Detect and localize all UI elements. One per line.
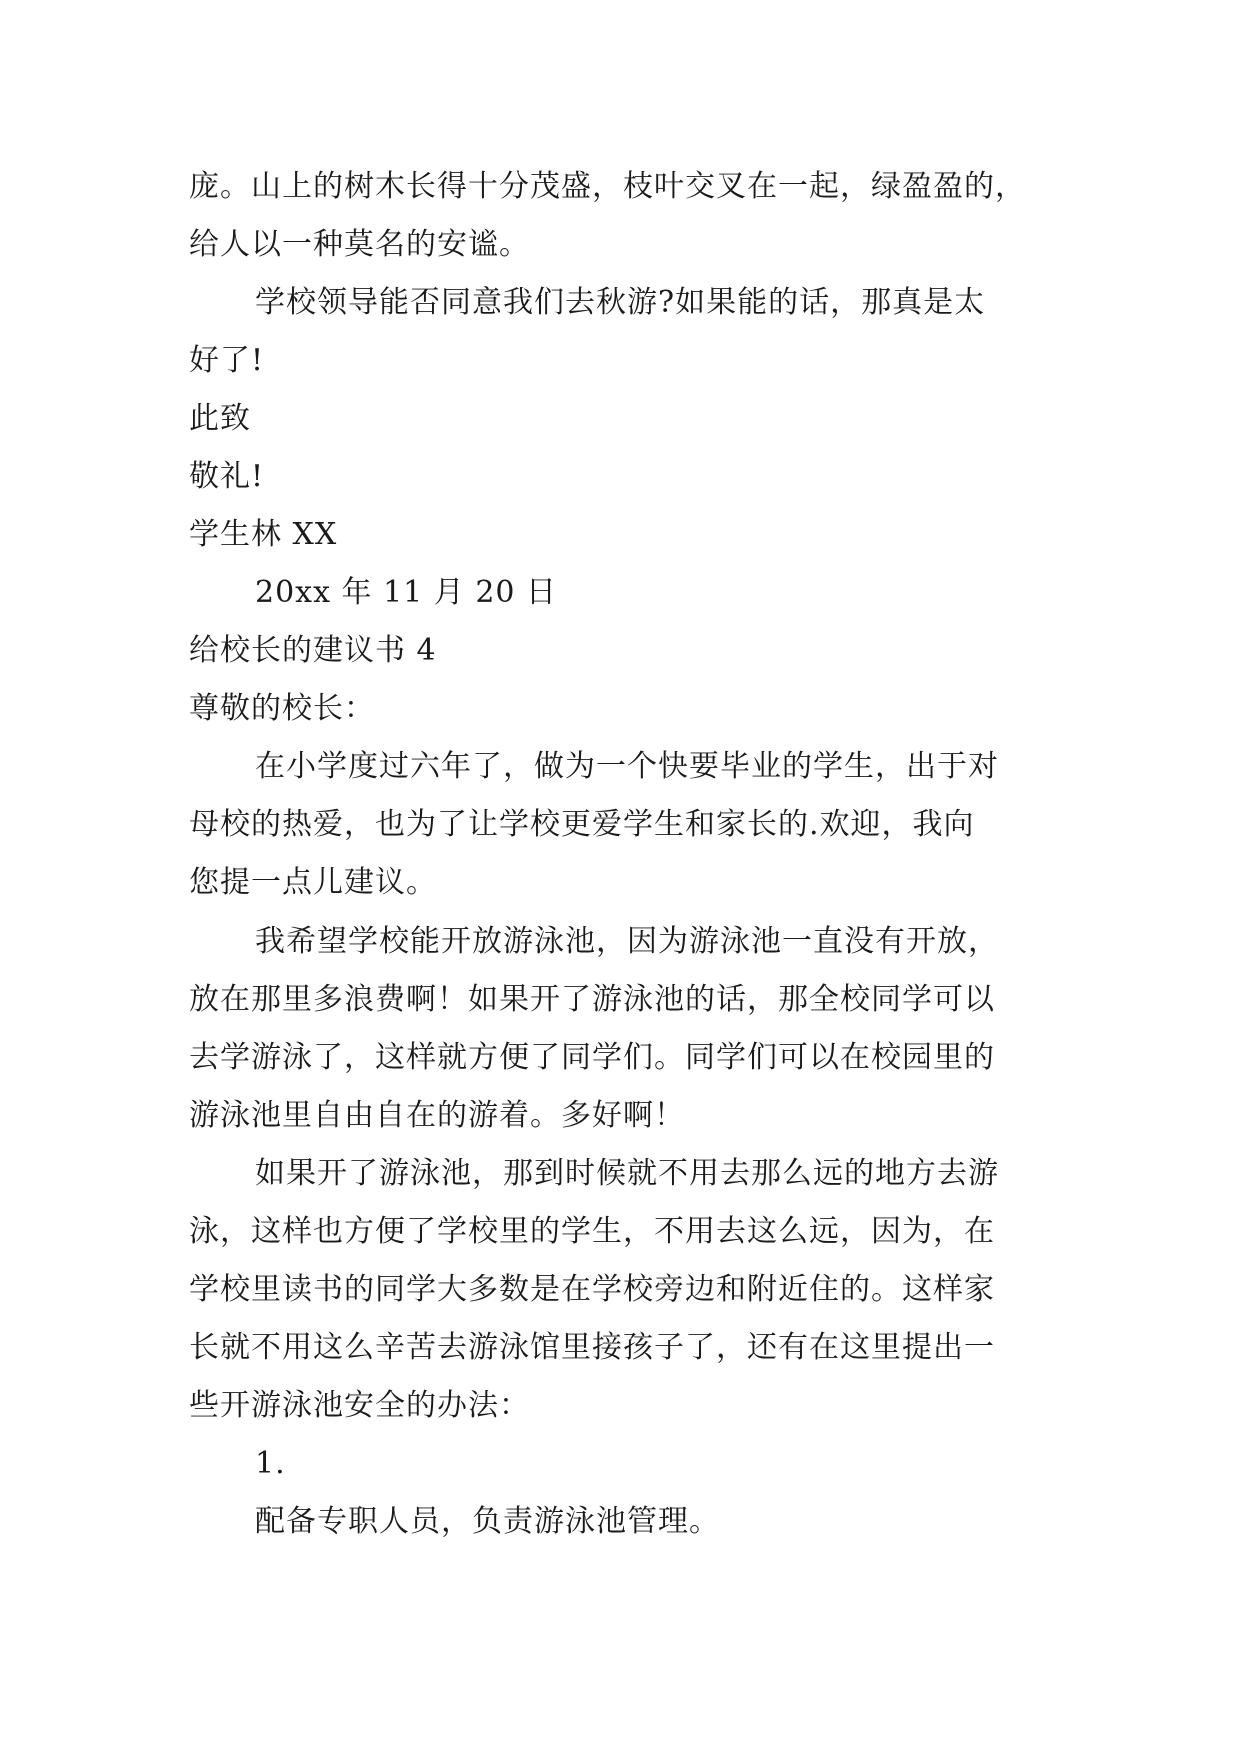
paragraph-line: 庞。山上的树木长得十分茂盛，枝叶交叉在一起，绿盈盈的， xyxy=(189,169,1026,204)
list-number: 1. xyxy=(255,1446,286,1481)
paragraph-line: 放在那里多浪费啊！如果开了游泳池的话，那全校同学可以 xyxy=(189,982,995,1017)
paragraph-line: 学校领导能否同意我们去秋游?如果能的话，那真是太 xyxy=(255,285,986,320)
paragraph-line: 泳，这样也方便了学校里的学生，不用去这么远，因为，在 xyxy=(189,1214,995,1249)
paragraph-line: 学校里读书的同学大多数是在学校旁边和附近住的。这样家 xyxy=(189,1272,995,1307)
paragraph-line: 些开游泳池安全的办法： xyxy=(189,1388,530,1423)
paragraph-line: 好了! xyxy=(189,343,265,378)
paragraph-line: 游泳池里自由自在的游着。多好啊！ xyxy=(189,1098,685,1133)
section-title: 给校长的建议书 4 xyxy=(189,633,437,668)
paragraph-line: 我希望学校能开放游泳池，因为游泳池一直没有开放， xyxy=(255,924,999,959)
salutation-line: 敬礼! xyxy=(189,459,265,494)
signature-line: 学生林 XX xyxy=(189,517,338,552)
closing-line: 此致 xyxy=(189,401,251,436)
date-line: 20xx 年 11 月 20 日 xyxy=(255,575,558,610)
paragraph-line: 长就不用这么辛苦去游泳馆里接孩子了，还有在这里提出一 xyxy=(189,1330,995,1365)
paragraph-line: 您提一点儿建议。 xyxy=(189,865,437,900)
paragraph-line: 如果开了游泳池，那到时候就不用去那么远的地方去游 xyxy=(255,1156,999,1191)
paragraph-line: 在小学度过六年了，做为一个快要毕业的学生，出于对 xyxy=(255,749,999,784)
greeting-line: 尊敬的校长： xyxy=(189,691,375,726)
paragraph-line: 去学游泳了，这样就方便了同学们。同学们可以在校园里的 xyxy=(189,1040,995,1075)
paragraph-line: 给人以一种莫名的安谧。 xyxy=(189,227,530,262)
list-item-text: 配备专职人员，负责游泳池管理。 xyxy=(255,1504,720,1539)
paragraph-line: 母校的热爱，也为了让学校更爱学生和家长的.欢迎，我向 xyxy=(189,807,975,842)
